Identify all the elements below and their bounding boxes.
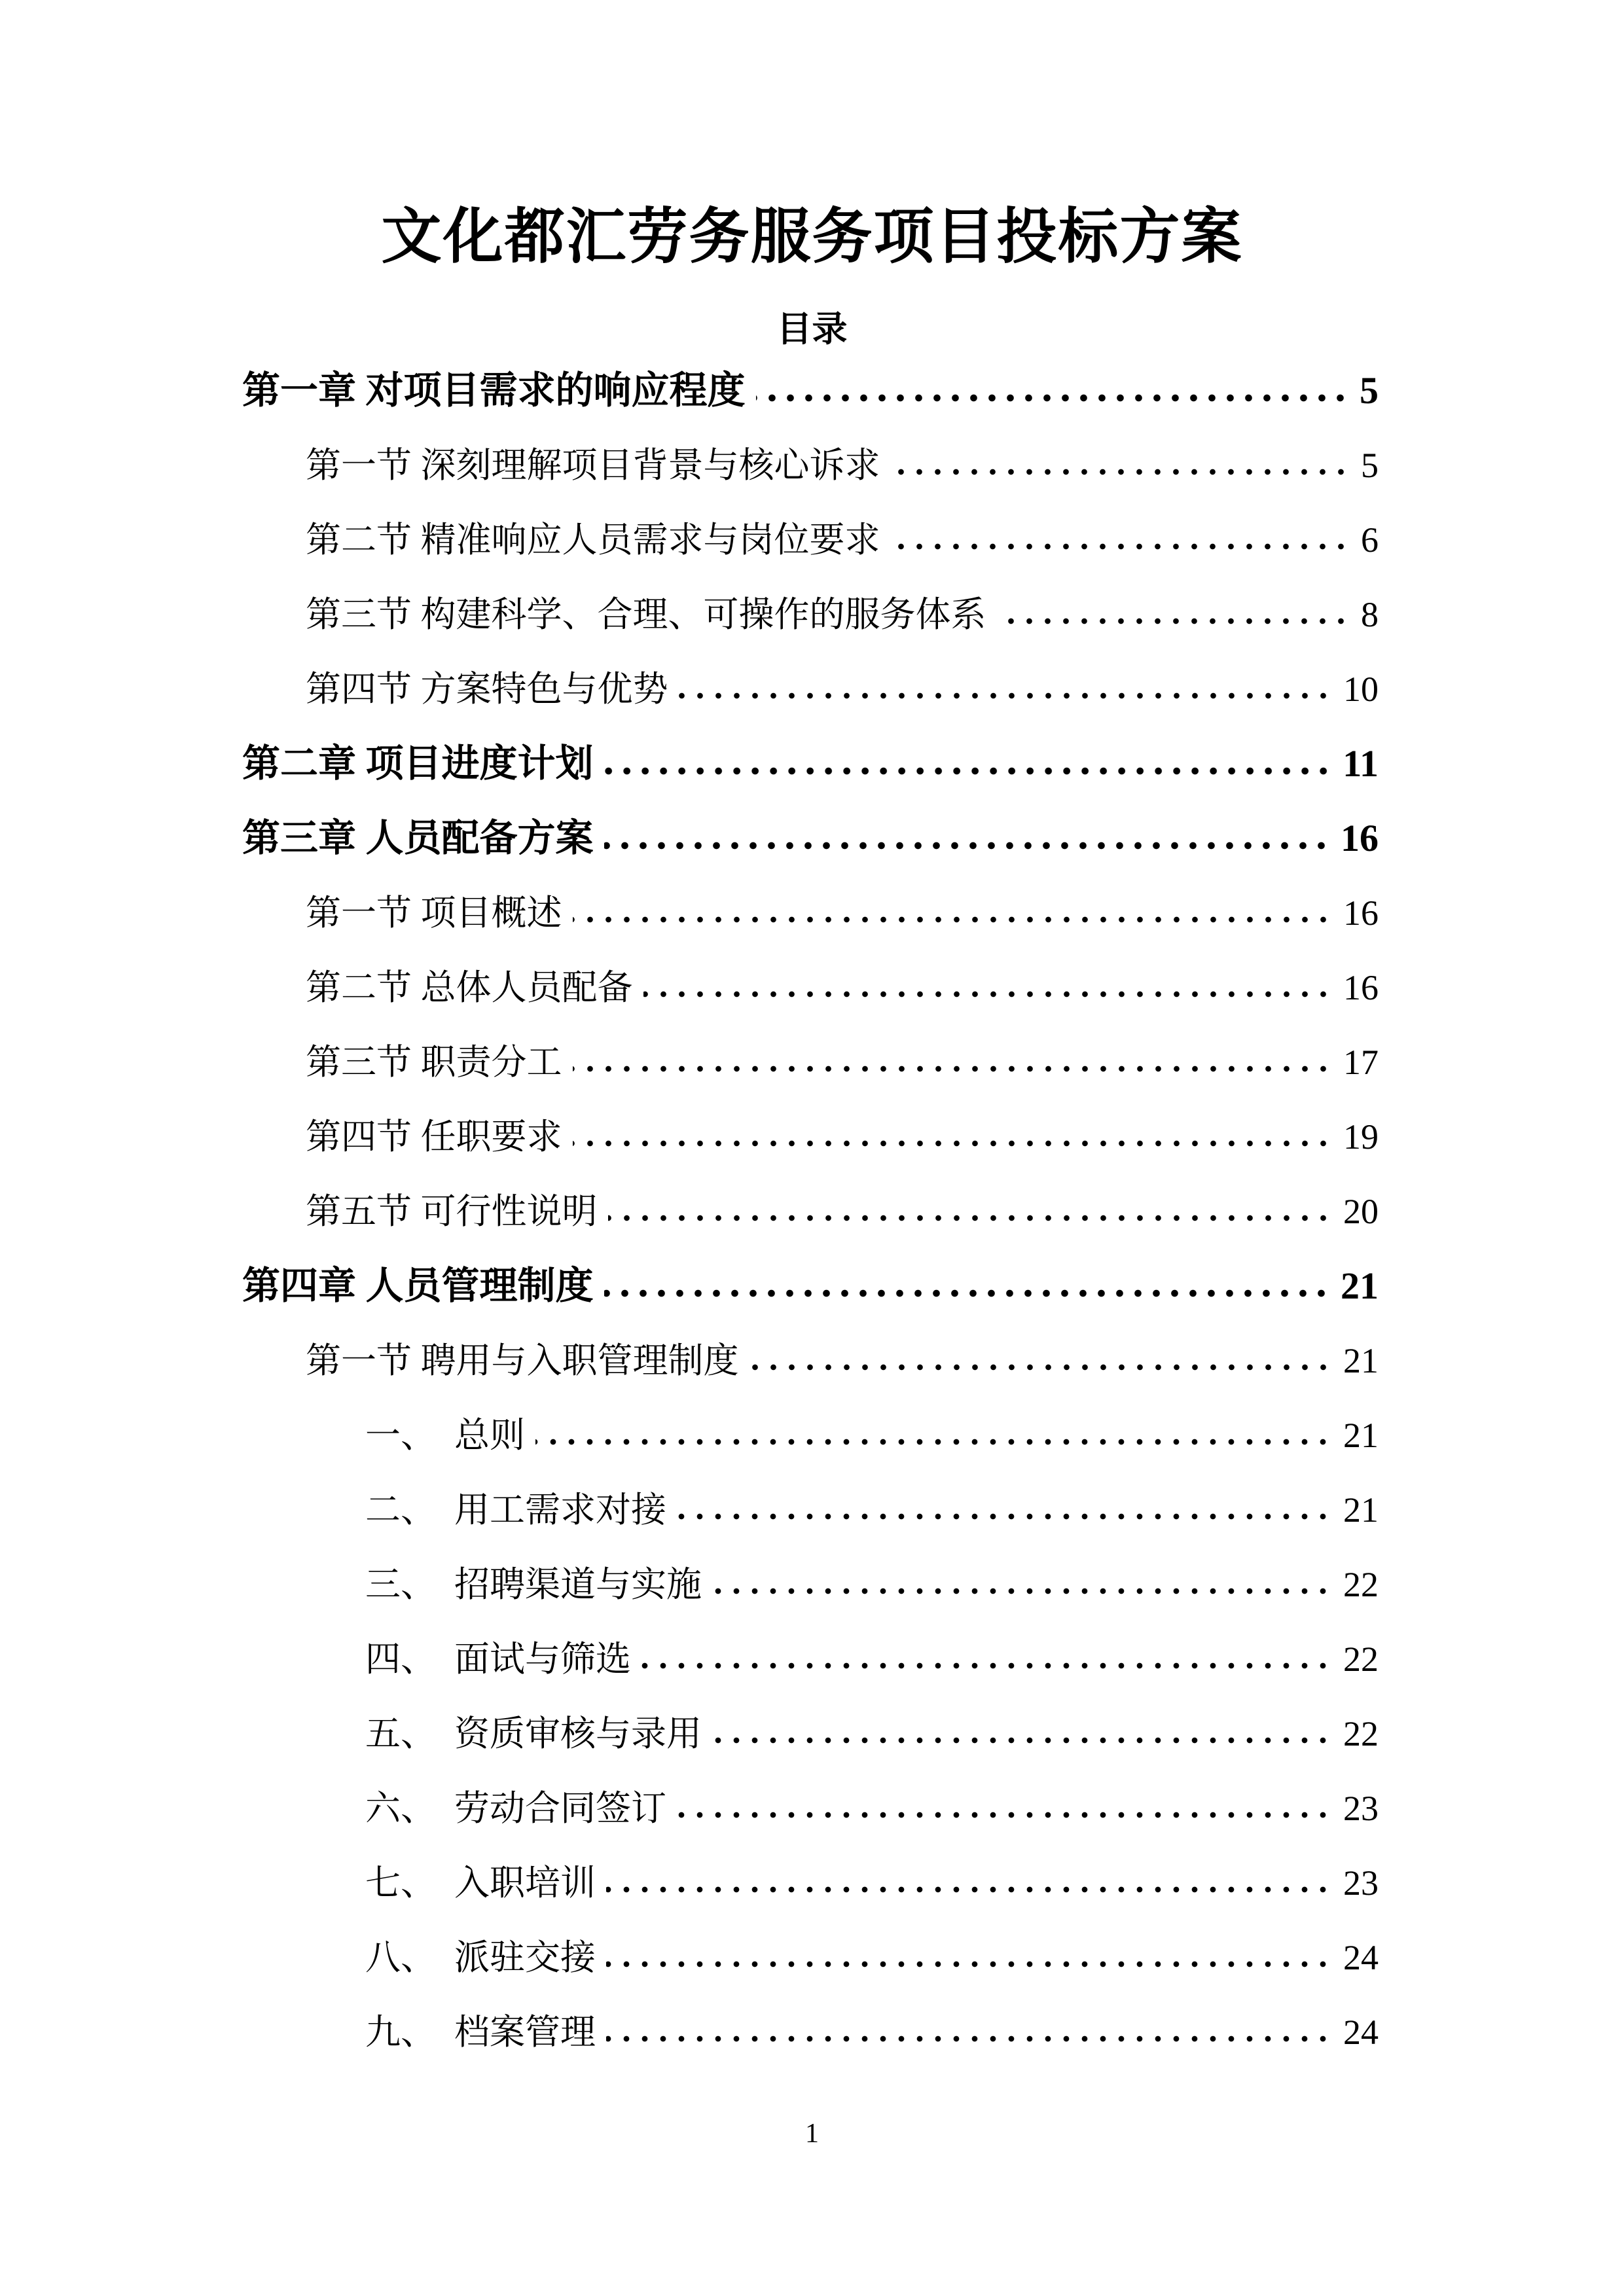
toc-item-label: 入职培训 [454,1863,596,1903]
dot-leader [997,616,1356,626]
toc-page-number: 16 [1343,968,1379,1007]
toc-row[interactable] [242,1547,1379,1622]
toc-row[interactable] [242,1174,1379,1249]
toc-item-number: 九、 [365,2013,436,2052]
dot-leader [677,1511,1338,1522]
table-of-contents [242,353,1379,2070]
toc-row[interactable] [242,1696,1379,1771]
toc-page-number: 17 [1343,1043,1379,1082]
toc-row[interactable] [242,353,1379,428]
toc-page-number: 11 [1343,742,1379,785]
toc-page-number: 22 [1343,1640,1379,1679]
toc-page-number: 8 [1361,595,1379,634]
dot-leader [604,766,1338,776]
toc-row[interactable] [242,1398,1379,1473]
toc-heading: 目录 [776,310,848,349]
toc-page-number: 21 [1343,1341,1379,1380]
footer-page-number: 1 [805,2119,819,2149]
dot-leader [608,1213,1339,1223]
dot-leader [606,1884,1338,1895]
toc-page-number: 5 [1361,446,1379,485]
dot-leader [677,1810,1338,1820]
toc-row[interactable] [242,950,1379,1025]
toc-item-label: 第五节 可行性说明 [306,1192,598,1231]
toc-page-number: 5 [1360,369,1379,412]
dot-leader [604,840,1335,851]
page-title: 文化都汇劳务服务项目投标方案 [381,204,1243,270]
toc-page-number: 23 [1343,1863,1379,1903]
dot-leader [712,1586,1338,1596]
toc-row[interactable] [242,1323,1379,1398]
toc-item-label: 用工需求对接 [454,1490,666,1530]
toc-row[interactable] [242,1846,1379,1920]
dot-leader [679,691,1339,701]
toc-row[interactable] [242,876,1379,950]
toc-page-number: 6 [1361,520,1379,560]
dot-leader [749,1362,1339,1372]
dot-leader [535,1437,1338,1447]
toc-item-label: 第三节 构建科学、合理、可操作的服务体系 [306,595,986,634]
toc-item-label: 第一章 对项目需求的响应程度 [242,369,746,412]
dot-leader [573,1064,1339,1074]
toc-row[interactable] [242,1249,1379,1323]
toc-row[interactable] [242,1025,1379,1100]
toc-item-number: 八、 [365,1938,436,1977]
toc-item-label: 第二章 项目进度计划 [242,742,594,785]
toc-page-number: 21 [1343,1490,1379,1530]
toc-item-label: 第一节 聘用与入职管理制度 [306,1341,739,1380]
toc-page-number: 22 [1343,1714,1379,1753]
toc-row[interactable] [242,801,1379,876]
toc-item-label: 第二节 总体人员配备 [306,968,633,1007]
toc-page-number: 19 [1343,1117,1379,1157]
toc-item-label: 面试与筛选 [454,1640,631,1679]
toc-item-label: 招聘渠道与实施 [454,1565,702,1604]
toc-item-number: 四、 [365,1640,436,1679]
toc-item-label: 总则 [454,1416,525,1455]
dot-leader [756,393,1354,403]
toc-row[interactable] [242,428,1379,503]
toc-item-number: 一、 [365,1416,436,1455]
toc-item-number: 七、 [365,1863,436,1903]
toc-page-number: 16 [1343,893,1379,933]
toc-page-number: 10 [1343,670,1379,709]
toc-item-label: 第四节 方案特色与优势 [306,670,668,709]
toc-item-label: 资质审核与录用 [454,1714,702,1753]
toc-page-number: 23 [1343,1789,1379,1828]
toc-page-number: 16 [1341,817,1379,859]
dot-leader [573,914,1339,925]
toc-item-label: 档案管理 [454,2013,596,2052]
toc-item-label: 第三节 职责分工 [306,1043,562,1082]
toc-item-label: 第一节 项目概述 [306,893,562,933]
dot-leader [891,541,1356,552]
dot-leader [641,1660,1338,1671]
dot-leader [606,2034,1338,2044]
toc-page-number: 21 [1343,1416,1379,1455]
toc-item-number: 六、 [365,1789,436,1828]
dot-leader [604,1288,1335,1299]
dot-leader [891,467,1356,477]
toc-row[interactable] [242,577,1379,652]
toc-row[interactable] [242,726,1379,801]
toc-row[interactable] [242,1995,1379,2070]
toc-row[interactable] [242,652,1379,726]
toc-item-number: 二、 [365,1490,436,1530]
toc-item-label: 第三章 人员配备方案 [242,817,594,859]
toc-row[interactable] [242,1920,1379,1995]
dot-leader [573,1138,1339,1149]
dot-leader [606,1959,1338,1969]
toc-item-label: 第四节 任职要求 [306,1117,562,1157]
toc-page-number: 24 [1343,1938,1379,1977]
toc-row[interactable] [242,1473,1379,1547]
toc-item-label: 第四章 人员管理制度 [242,1265,594,1307]
toc-row[interactable] [242,503,1379,577]
toc-row[interactable] [242,1100,1379,1174]
dot-leader [712,1735,1338,1746]
toc-item-label: 劳动合同签订 [454,1789,666,1828]
dot-leader [643,989,1339,999]
toc-item-number: 五、 [365,1714,436,1753]
toc-item-label: 第二节 精准响应人员需求与岗位要求 [306,520,880,560]
toc-item-number: 三、 [365,1565,436,1604]
toc-row[interactable] [242,1622,1379,1696]
toc-item-label: 派驻交接 [454,1938,596,1977]
toc-page-number: 22 [1343,1565,1379,1604]
toc-page-number: 20 [1343,1192,1379,1231]
toc-row[interactable] [242,1771,1379,1846]
toc-item-label: 第一节 深刻理解项目背景与核心诉求 [306,446,880,485]
toc-page-number: 24 [1343,2013,1379,2052]
toc-page-number: 21 [1341,1265,1379,1307]
